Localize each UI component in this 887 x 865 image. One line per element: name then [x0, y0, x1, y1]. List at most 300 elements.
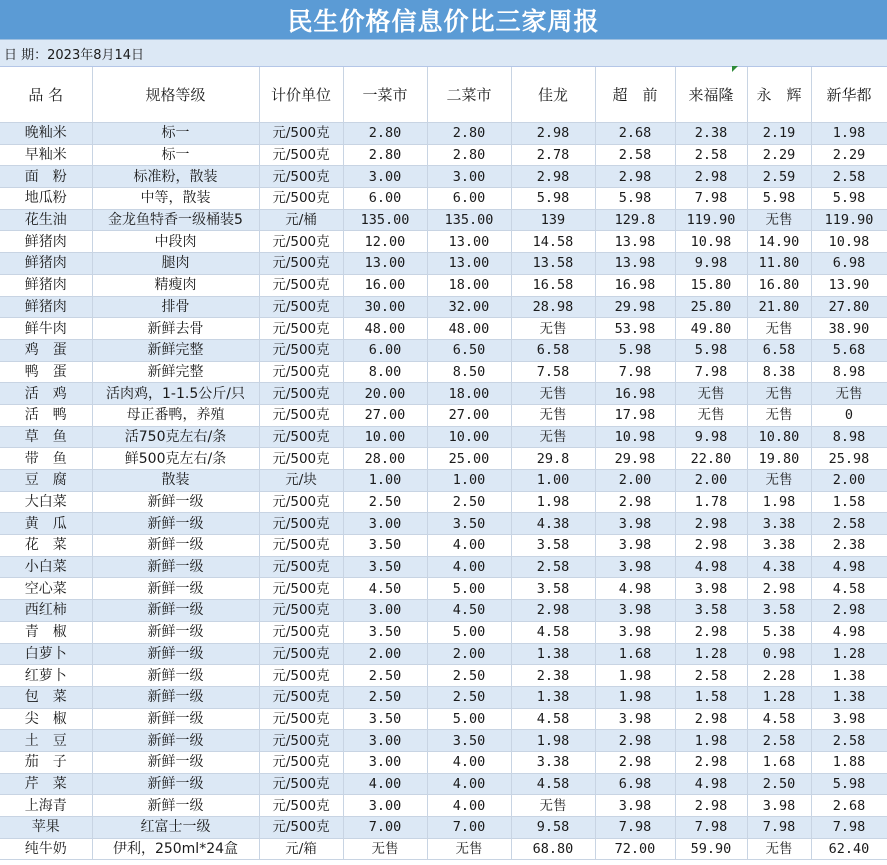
- price-cell[interactable]: 5.98: [595, 339, 675, 361]
- price-cell[interactable]: 7.00: [427, 817, 511, 839]
- spec-cell[interactable]: 母正番鸭，养殖: [92, 404, 259, 426]
- price-cell[interactable]: 6.98: [811, 253, 887, 275]
- price-cell[interactable]: 2.98: [595, 751, 675, 773]
- price-cell[interactable]: 29.98: [595, 448, 675, 470]
- price-cell[interactable]: 3.00: [343, 795, 427, 817]
- price-cell[interactable]: 3.58: [675, 600, 747, 622]
- price-cell[interactable]: 2.58: [675, 144, 747, 166]
- price-cell[interactable]: 25.80: [675, 296, 747, 318]
- unit-cell[interactable]: 元/500克: [259, 253, 343, 275]
- price-cell[interactable]: 无售: [511, 404, 595, 426]
- unit-cell[interactable]: 元/500克: [259, 383, 343, 405]
- price-cell[interactable]: 16.98: [595, 383, 675, 405]
- column-header[interactable]: 来福隆: [675, 67, 747, 123]
- price-cell[interactable]: 19.80: [747, 448, 811, 470]
- price-cell[interactable]: 2.19: [747, 123, 811, 145]
- price-cell[interactable]: 4.98: [595, 578, 675, 600]
- price-cell[interactable]: 2.98: [595, 730, 675, 752]
- price-cell[interactable]: 4.38: [511, 513, 595, 535]
- price-cell[interactable]: 13.90: [811, 274, 887, 296]
- price-cell[interactable]: 16.00: [343, 274, 427, 296]
- price-cell[interactable]: 无售: [511, 426, 595, 448]
- price-cell[interactable]: 3.98: [595, 600, 675, 622]
- item-name-cell[interactable]: 鲜牛肉: [0, 318, 92, 340]
- unit-cell[interactable]: 元/500克: [259, 513, 343, 535]
- price-cell[interactable]: 4.58: [511, 773, 595, 795]
- price-cell[interactable]: 10.98: [675, 231, 747, 253]
- price-cell[interactable]: 3.50: [343, 556, 427, 578]
- price-cell[interactable]: 6.58: [747, 339, 811, 361]
- item-name-cell[interactable]: 草 鱼: [0, 426, 92, 448]
- price-cell[interactable]: 2.00: [595, 470, 675, 492]
- unit-cell[interactable]: 元/500克: [259, 296, 343, 318]
- price-cell[interactable]: 1.00: [511, 470, 595, 492]
- item-name-cell[interactable]: 黄 瓜: [0, 513, 92, 535]
- price-cell[interactable]: 4.38: [747, 556, 811, 578]
- price-cell[interactable]: 14.90: [747, 231, 811, 253]
- price-cell[interactable]: 无售: [675, 383, 747, 405]
- price-cell[interactable]: 53.98: [595, 318, 675, 340]
- price-cell[interactable]: 25.00: [427, 448, 511, 470]
- price-cell[interactable]: 1.68: [747, 751, 811, 773]
- price-cell[interactable]: 2.58: [811, 730, 887, 752]
- spec-cell[interactable]: 标一: [92, 123, 259, 145]
- spec-cell[interactable]: 新鲜一级: [92, 708, 259, 730]
- price-cell[interactable]: 10.00: [343, 426, 427, 448]
- price-cell[interactable]: 9.98: [675, 253, 747, 275]
- price-cell[interactable]: 4.58: [511, 708, 595, 730]
- unit-cell[interactable]: 元/500克: [259, 361, 343, 383]
- price-cell[interactable]: 无售: [811, 383, 887, 405]
- price-cell[interactable]: 6.00: [343, 339, 427, 361]
- spec-cell[interactable]: 新鲜一级: [92, 643, 259, 665]
- unit-cell[interactable]: 元/500克: [259, 817, 343, 839]
- unit-cell[interactable]: 元/500克: [259, 274, 343, 296]
- price-cell[interactable]: 2.28: [747, 665, 811, 687]
- price-cell[interactable]: 1.28: [675, 643, 747, 665]
- price-cell[interactable]: 3.58: [511, 578, 595, 600]
- item-name-cell[interactable]: 活 鸭: [0, 404, 92, 426]
- unit-cell[interactable]: 元/500克: [259, 556, 343, 578]
- spec-cell[interactable]: 活肉鸡，1-1.5公斤/只: [92, 383, 259, 405]
- price-cell[interactable]: 3.98: [595, 556, 675, 578]
- price-cell[interactable]: 7.58: [511, 361, 595, 383]
- item-name-cell[interactable]: 鸡 蛋: [0, 339, 92, 361]
- price-cell[interactable]: 4.58: [811, 578, 887, 600]
- price-cell[interactable]: 5.98: [811, 188, 887, 210]
- spec-cell[interactable]: 新鲜一级: [92, 600, 259, 622]
- price-cell[interactable]: 2.98: [675, 708, 747, 730]
- price-cell[interactable]: 8.38: [747, 361, 811, 383]
- column-header[interactable]: 新华都: [811, 67, 887, 123]
- price-cell[interactable]: 1.98: [747, 491, 811, 513]
- item-name-cell[interactable]: 空心菜: [0, 578, 92, 600]
- spec-cell[interactable]: 新鲜一级: [92, 773, 259, 795]
- unit-cell[interactable]: 元/500克: [259, 426, 343, 448]
- item-name-cell[interactable]: 茄 子: [0, 751, 92, 773]
- price-cell[interactable]: 4.98: [675, 556, 747, 578]
- item-name-cell[interactable]: 花 菜: [0, 535, 92, 557]
- column-header[interactable]: 二菜市: [427, 67, 511, 123]
- price-cell[interactable]: 3.58: [747, 600, 811, 622]
- spec-cell[interactable]: 新鲜一级: [92, 751, 259, 773]
- price-cell[interactable]: 3.50: [343, 621, 427, 643]
- price-cell[interactable]: 3.98: [811, 708, 887, 730]
- price-cell[interactable]: 2.98: [675, 751, 747, 773]
- price-cell[interactable]: 4.50: [343, 578, 427, 600]
- item-name-cell[interactable]: 土 豆: [0, 730, 92, 752]
- unit-cell[interactable]: 元/桶: [259, 209, 343, 231]
- price-cell[interactable]: 8.50: [427, 361, 511, 383]
- price-cell[interactable]: 2.50: [343, 491, 427, 513]
- price-cell[interactable]: 无售: [511, 318, 595, 340]
- price-cell[interactable]: 15.80: [675, 274, 747, 296]
- price-cell[interactable]: 无售: [747, 470, 811, 492]
- price-cell[interactable]: 2.50: [747, 773, 811, 795]
- price-cell[interactable]: 6.58: [511, 339, 595, 361]
- price-cell[interactable]: 49.80: [675, 318, 747, 340]
- unit-cell[interactable]: 元/500克: [259, 730, 343, 752]
- price-cell[interactable]: 7.98: [747, 817, 811, 839]
- item-name-cell[interactable]: 青 椒: [0, 621, 92, 643]
- price-cell[interactable]: 1.88: [811, 751, 887, 773]
- item-name-cell[interactable]: 鲜猪肉: [0, 296, 92, 318]
- spec-cell[interactable]: 新鲜去骨: [92, 318, 259, 340]
- price-cell[interactable]: 无售: [747, 318, 811, 340]
- price-cell[interactable]: 无售: [343, 838, 427, 860]
- price-cell[interactable]: 4.00: [427, 795, 511, 817]
- spec-cell[interactable]: 精瘦肉: [92, 274, 259, 296]
- price-cell[interactable]: 9.58: [511, 817, 595, 839]
- price-cell[interactable]: 2.58: [511, 556, 595, 578]
- price-cell[interactable]: 2.98: [675, 795, 747, 817]
- price-cell[interactable]: 7.98: [675, 817, 747, 839]
- unit-cell[interactable]: 元/500克: [259, 448, 343, 470]
- price-cell[interactable]: 3.98: [595, 795, 675, 817]
- price-cell[interactable]: 2.58: [747, 730, 811, 752]
- spec-cell[interactable]: 金龙鱼特香一级桶装5: [92, 209, 259, 231]
- unit-cell[interactable]: 元/500克: [259, 188, 343, 210]
- price-cell[interactable]: 5.98: [747, 188, 811, 210]
- column-header[interactable]: 一菜市: [343, 67, 427, 123]
- price-cell[interactable]: 2.58: [811, 513, 887, 535]
- price-cell[interactable]: 2.80: [343, 123, 427, 145]
- price-cell[interactable]: 27.00: [343, 404, 427, 426]
- price-cell[interactable]: 16.58: [511, 274, 595, 296]
- unit-cell[interactable]: 元/500克: [259, 773, 343, 795]
- price-cell[interactable]: 2.00: [675, 470, 747, 492]
- spec-cell[interactable]: 新鲜一级: [92, 686, 259, 708]
- price-cell[interactable]: 2.50: [427, 491, 511, 513]
- unit-cell[interactable]: 元/500克: [259, 144, 343, 166]
- price-cell[interactable]: 4.50: [427, 600, 511, 622]
- price-cell[interactable]: 5.00: [427, 621, 511, 643]
- unit-cell[interactable]: 元/块: [259, 470, 343, 492]
- price-cell[interactable]: 10.98: [811, 231, 887, 253]
- price-cell[interactable]: 29.8: [511, 448, 595, 470]
- price-cell[interactable]: 2.98: [747, 578, 811, 600]
- price-cell[interactable]: 3.38: [511, 751, 595, 773]
- unit-cell[interactable]: 元/500克: [259, 578, 343, 600]
- price-cell[interactable]: 8.00: [343, 361, 427, 383]
- item-name-cell[interactable]: 芹 菜: [0, 773, 92, 795]
- price-cell[interactable]: 3.98: [675, 578, 747, 600]
- price-cell[interactable]: 13.58: [511, 253, 595, 275]
- column-header[interactable]: 超 前: [595, 67, 675, 123]
- item-name-cell[interactable]: 晚籼米: [0, 123, 92, 145]
- price-cell[interactable]: 2.68: [595, 123, 675, 145]
- price-cell[interactable]: 3.50: [343, 708, 427, 730]
- price-cell[interactable]: 2.98: [675, 621, 747, 643]
- spec-cell[interactable]: 新鲜一级: [92, 578, 259, 600]
- spec-cell[interactable]: 中段肉: [92, 231, 259, 253]
- item-name-cell[interactable]: 白萝卜: [0, 643, 92, 665]
- unit-cell[interactable]: 元/500克: [259, 751, 343, 773]
- column-header[interactable]: 计价单位: [259, 67, 343, 123]
- price-cell[interactable]: 7.98: [811, 817, 887, 839]
- item-name-cell[interactable]: 纯牛奶: [0, 838, 92, 860]
- price-cell[interactable]: 18.00: [427, 274, 511, 296]
- price-cell[interactable]: 135.00: [427, 209, 511, 231]
- unit-cell[interactable]: 元/箱: [259, 838, 343, 860]
- price-cell[interactable]: 30.00: [343, 296, 427, 318]
- price-cell[interactable]: 无售: [747, 838, 811, 860]
- price-cell[interactable]: 13.00: [343, 253, 427, 275]
- item-name-cell[interactable]: 鲜猪肉: [0, 253, 92, 275]
- price-cell[interactable]: 7.98: [675, 188, 747, 210]
- price-cell[interactable]: 27.00: [427, 404, 511, 426]
- spec-cell[interactable]: 伊利，250ml*24盒: [92, 838, 259, 860]
- spec-cell[interactable]: 鲜500克左右/条: [92, 448, 259, 470]
- price-cell[interactable]: 7.98: [595, 361, 675, 383]
- price-cell[interactable]: 10.80: [747, 426, 811, 448]
- price-cell[interactable]: 1.98: [511, 491, 595, 513]
- price-cell[interactable]: 27.80: [811, 296, 887, 318]
- price-cell[interactable]: 2.58: [595, 144, 675, 166]
- item-name-cell[interactable]: 鸭 蛋: [0, 361, 92, 383]
- price-cell[interactable]: 8.98: [811, 426, 887, 448]
- item-name-cell[interactable]: 红萝卜: [0, 665, 92, 687]
- price-cell[interactable]: 2.98: [511, 166, 595, 188]
- price-cell[interactable]: 6.00: [427, 188, 511, 210]
- price-cell[interactable]: 119.90: [811, 209, 887, 231]
- price-cell[interactable]: 2.80: [427, 144, 511, 166]
- column-header[interactable]: 佳龙: [511, 67, 595, 123]
- price-cell[interactable]: 32.00: [427, 296, 511, 318]
- price-cell[interactable]: 48.00: [343, 318, 427, 340]
- item-name-cell[interactable]: 地瓜粉: [0, 188, 92, 210]
- item-name-cell[interactable]: 鲜猪肉: [0, 274, 92, 296]
- price-cell[interactable]: 1.98: [595, 686, 675, 708]
- price-cell[interactable]: 2.98: [811, 600, 887, 622]
- price-cell[interactable]: 4.00: [427, 535, 511, 557]
- price-cell[interactable]: 2.29: [747, 144, 811, 166]
- price-cell[interactable]: 4.00: [427, 773, 511, 795]
- column-header[interactable]: 规格等级: [92, 67, 259, 123]
- price-cell[interactable]: 22.80: [675, 448, 747, 470]
- spec-cell[interactable]: 红富士一级: [92, 817, 259, 839]
- price-cell[interactable]: 59.90: [675, 838, 747, 860]
- price-cell[interactable]: 3.50: [427, 513, 511, 535]
- price-cell[interactable]: 2.00: [811, 470, 887, 492]
- price-cell[interactable]: 无售: [747, 209, 811, 231]
- price-cell[interactable]: 3.38: [747, 535, 811, 557]
- price-cell[interactable]: 1.78: [675, 491, 747, 513]
- price-cell[interactable]: 11.80: [747, 253, 811, 275]
- item-name-cell[interactable]: 西红柿: [0, 600, 92, 622]
- price-cell[interactable]: 2.58: [675, 665, 747, 687]
- price-cell[interactable]: 2.50: [343, 665, 427, 687]
- price-cell[interactable]: 1.98: [675, 730, 747, 752]
- unit-cell[interactable]: 元/500克: [259, 665, 343, 687]
- spec-cell[interactable]: 新鲜一级: [92, 730, 259, 752]
- unit-cell[interactable]: 元/500克: [259, 708, 343, 730]
- price-cell[interactable]: 无售: [747, 404, 811, 426]
- price-cell[interactable]: 2.98: [675, 513, 747, 535]
- price-cell[interactable]: 3.98: [747, 795, 811, 817]
- price-cell[interactable]: 4.00: [427, 556, 511, 578]
- price-cell[interactable]: 1.98: [511, 730, 595, 752]
- price-cell[interactable]: 1.38: [511, 643, 595, 665]
- price-cell[interactable]: 3.98: [595, 535, 675, 557]
- price-cell[interactable]: 3.50: [343, 535, 427, 557]
- price-cell[interactable]: 5.38: [747, 621, 811, 643]
- price-cell[interactable]: 48.00: [427, 318, 511, 340]
- price-cell[interactable]: 无售: [511, 383, 595, 405]
- price-cell[interactable]: 7.98: [675, 361, 747, 383]
- price-cell[interactable]: 1.00: [427, 470, 511, 492]
- spec-cell[interactable]: 新鲜一级: [92, 556, 259, 578]
- unit-cell[interactable]: 元/500克: [259, 643, 343, 665]
- price-cell[interactable]: 10.98: [595, 426, 675, 448]
- price-cell[interactable]: 1.38: [811, 665, 887, 687]
- price-cell[interactable]: 2.98: [511, 600, 595, 622]
- price-cell[interactable]: 3.00: [343, 600, 427, 622]
- unit-cell[interactable]: 元/500克: [259, 339, 343, 361]
- price-cell[interactable]: 1.28: [747, 686, 811, 708]
- price-cell[interactable]: 3.00: [343, 730, 427, 752]
- price-cell[interactable]: 139: [511, 209, 595, 231]
- price-cell[interactable]: 2.98: [511, 123, 595, 145]
- spec-cell[interactable]: 排骨: [92, 296, 259, 318]
- price-cell[interactable]: 0.98: [747, 643, 811, 665]
- item-name-cell[interactable]: 大白菜: [0, 491, 92, 513]
- price-cell[interactable]: 7.98: [595, 817, 675, 839]
- price-cell[interactable]: 3.00: [343, 751, 427, 773]
- price-cell[interactable]: 2.38: [675, 123, 747, 145]
- price-cell[interactable]: 3.00: [343, 166, 427, 188]
- price-cell[interactable]: 2.50: [343, 686, 427, 708]
- price-cell[interactable]: 2.59: [747, 166, 811, 188]
- spec-cell[interactable]: 新鲜完整: [92, 361, 259, 383]
- item-name-cell[interactable]: 小白菜: [0, 556, 92, 578]
- unit-cell[interactable]: 元/500克: [259, 404, 343, 426]
- price-cell[interactable]: 2.38: [511, 665, 595, 687]
- price-cell[interactable]: 18.00: [427, 383, 511, 405]
- spec-cell[interactable]: 活750克左右/条: [92, 426, 259, 448]
- price-cell[interactable]: 无售: [511, 795, 595, 817]
- price-cell[interactable]: 3.38: [747, 513, 811, 535]
- price-cell[interactable]: 10.00: [427, 426, 511, 448]
- price-cell[interactable]: 4.98: [811, 556, 887, 578]
- price-cell[interactable]: 129.8: [595, 209, 675, 231]
- price-cell[interactable]: 3.58: [511, 535, 595, 557]
- price-cell[interactable]: 4.98: [811, 621, 887, 643]
- price-cell[interactable]: 3.00: [343, 513, 427, 535]
- price-cell[interactable]: 5.98: [675, 339, 747, 361]
- price-cell[interactable]: 2.38: [811, 535, 887, 557]
- unit-cell[interactable]: 元/500克: [259, 600, 343, 622]
- price-cell[interactable]: 68.80: [511, 838, 595, 860]
- price-cell[interactable]: 8.98: [811, 361, 887, 383]
- price-cell[interactable]: 4.58: [511, 621, 595, 643]
- price-cell[interactable]: 16.98: [595, 274, 675, 296]
- unit-cell[interactable]: 元/500克: [259, 621, 343, 643]
- price-cell[interactable]: 2.50: [427, 686, 511, 708]
- price-cell[interactable]: 0: [811, 404, 887, 426]
- price-cell[interactable]: 2.00: [427, 643, 511, 665]
- price-cell[interactable]: 62.40: [811, 838, 887, 860]
- spec-cell[interactable]: 新鲜一级: [92, 795, 259, 817]
- unit-cell[interactable]: 元/500克: [259, 231, 343, 253]
- price-cell[interactable]: 1.38: [811, 686, 887, 708]
- unit-cell[interactable]: 元/500克: [259, 686, 343, 708]
- price-cell[interactable]: 13.98: [595, 231, 675, 253]
- unit-cell[interactable]: 元/500克: [259, 535, 343, 557]
- item-name-cell[interactable]: 面 粉: [0, 166, 92, 188]
- item-name-cell[interactable]: 豆 腐: [0, 470, 92, 492]
- item-name-cell[interactable]: 带 鱼: [0, 448, 92, 470]
- price-cell[interactable]: 4.00: [343, 773, 427, 795]
- item-name-cell[interactable]: 苹果: [0, 817, 92, 839]
- item-name-cell[interactable]: 鲜猪肉: [0, 231, 92, 253]
- price-cell[interactable]: 4.00: [427, 751, 511, 773]
- price-cell[interactable]: 3.98: [595, 708, 675, 730]
- price-cell[interactable]: 1.68: [595, 643, 675, 665]
- price-cell[interactable]: 4.98: [675, 773, 747, 795]
- price-cell[interactable]: 6.00: [343, 188, 427, 210]
- spec-cell[interactable]: 散装: [92, 470, 259, 492]
- price-cell[interactable]: 72.00: [595, 838, 675, 860]
- unit-cell[interactable]: 元/500克: [259, 491, 343, 513]
- unit-cell[interactable]: 元/500克: [259, 795, 343, 817]
- price-cell[interactable]: 5.00: [427, 708, 511, 730]
- price-cell[interactable]: 2.78: [511, 144, 595, 166]
- price-cell[interactable]: 5.68: [811, 339, 887, 361]
- price-cell[interactable]: 7.00: [343, 817, 427, 839]
- price-cell[interactable]: 2.50: [427, 665, 511, 687]
- spec-cell[interactable]: 新鲜一级: [92, 621, 259, 643]
- spec-cell[interactable]: 新鲜一级: [92, 513, 259, 535]
- price-cell[interactable]: 21.80: [747, 296, 811, 318]
- price-cell[interactable]: 1.98: [595, 665, 675, 687]
- price-cell[interactable]: 2.98: [595, 491, 675, 513]
- item-name-cell[interactable]: 上海青: [0, 795, 92, 817]
- item-name-cell[interactable]: 活 鸡: [0, 383, 92, 405]
- price-cell[interactable]: 13.00: [427, 253, 511, 275]
- price-cell[interactable]: 135.00: [343, 209, 427, 231]
- price-cell[interactable]: 28.98: [511, 296, 595, 318]
- price-cell[interactable]: 2.98: [595, 166, 675, 188]
- price-cell[interactable]: 9.98: [675, 426, 747, 448]
- price-cell[interactable]: 1.58: [675, 686, 747, 708]
- price-cell[interactable]: 无售: [675, 404, 747, 426]
- column-header[interactable]: 永 辉: [747, 67, 811, 123]
- price-cell[interactable]: 1.00: [343, 470, 427, 492]
- price-cell[interactable]: 3.00: [427, 166, 511, 188]
- price-cell[interactable]: 5.98: [511, 188, 595, 210]
- price-cell[interactable]: 1.28: [811, 643, 887, 665]
